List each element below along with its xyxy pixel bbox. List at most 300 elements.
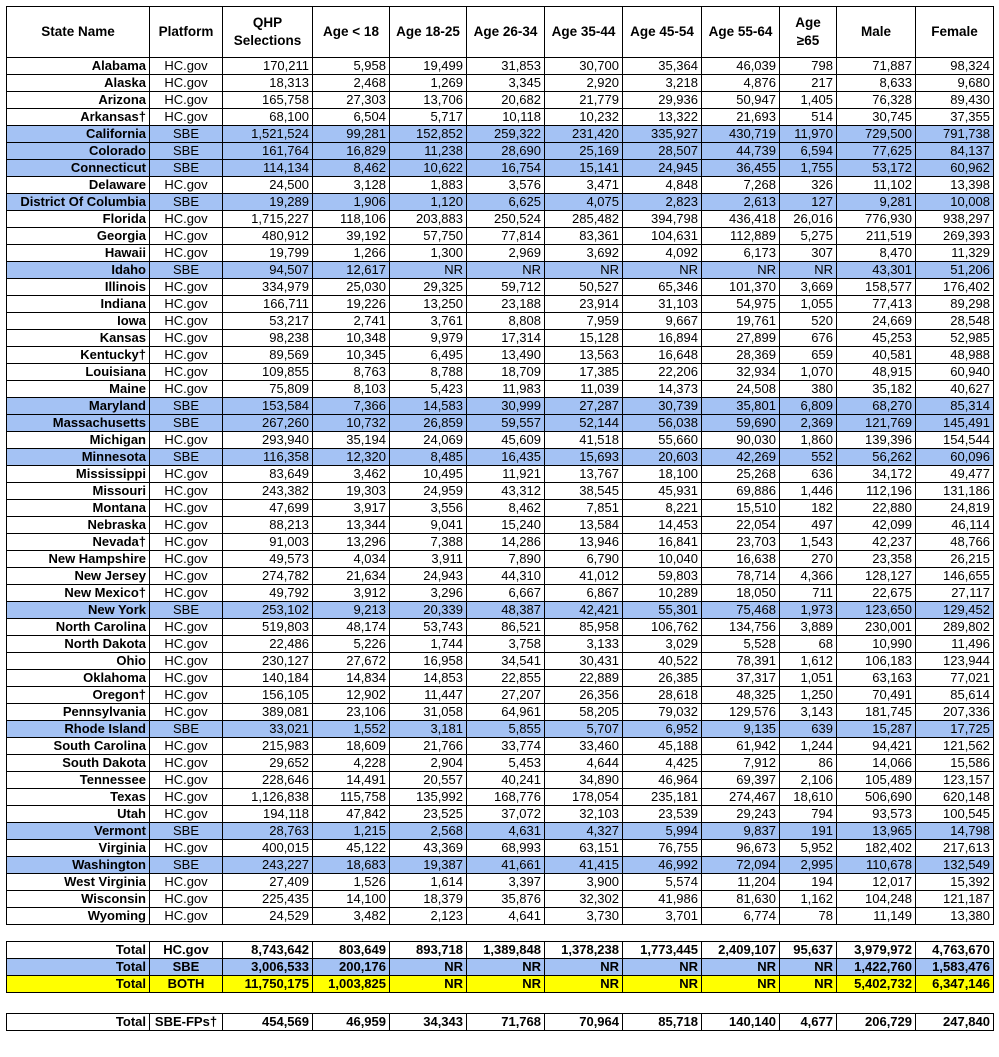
cell-age-under-18[interactable]: 27,672 xyxy=(313,653,390,670)
cell-age-55-64[interactable]: 4,876 xyxy=(702,75,780,92)
cell-age-35-44[interactable]: 4,644 xyxy=(545,755,623,772)
cell-age-26-34[interactable]: 30,999 xyxy=(467,398,545,415)
cell-qhp-selections[interactable]: 29,652 xyxy=(223,755,313,772)
cell-age-45-54[interactable]: 46,964 xyxy=(623,772,702,789)
cell-age-65-plus[interactable]: 3,889 xyxy=(780,619,837,636)
cell-age-65-plus[interactable]: 217 xyxy=(780,75,837,92)
cell-age-65-plus[interactable]: 1,244 xyxy=(780,738,837,755)
cell-female[interactable]: 77,021 xyxy=(916,670,994,687)
cell-age-18-25[interactable]: 8,788 xyxy=(390,364,467,381)
cell-platform[interactable]: HC.gov xyxy=(150,738,223,755)
cell-state-name[interactable]: Pennsylvania xyxy=(7,704,150,721)
cell-age-18-25[interactable]: 203,883 xyxy=(390,211,467,228)
cell-female[interactable]: 49,477 xyxy=(916,466,994,483)
cell-age-26-34[interactable]: 34,541 xyxy=(467,653,545,670)
cell-platform[interactable]: HC.gov xyxy=(150,687,223,704)
cell-platform[interactable]: HC.gov xyxy=(150,58,223,75)
cell-state-name[interactable]: Hawaii xyxy=(7,245,150,262)
cell-age-26-34[interactable]: 3,397 xyxy=(467,874,545,891)
cell-male[interactable]: 123,650 xyxy=(837,602,916,619)
cell-age-under-18[interactable]: 46,959 xyxy=(313,1014,390,1031)
cell-age-under-18[interactable]: 9,213 xyxy=(313,602,390,619)
cell-age-45-54[interactable]: 4,848 xyxy=(623,177,702,194)
cell-age-55-64[interactable]: 16,638 xyxy=(702,551,780,568)
cell-qhp-selections[interactable]: 156,105 xyxy=(223,687,313,704)
cell-age-18-25[interactable]: 24,959 xyxy=(390,483,467,500)
cell-qhp-selections[interactable]: 94,507 xyxy=(223,262,313,279)
cell-age-18-25[interactable]: 6,495 xyxy=(390,347,467,364)
cell-state-name[interactable]: District Of Columbia xyxy=(7,194,150,211)
col-header-qhp[interactable]: QHP Selections xyxy=(223,7,313,58)
cell-age-35-44[interactable]: 13,946 xyxy=(545,534,623,551)
cell-age-55-64[interactable]: 59,690 xyxy=(702,415,780,432)
cell-male[interactable]: 9,281 xyxy=(837,194,916,211)
cell-age-65-plus[interactable]: 26,016 xyxy=(780,211,837,228)
cell-age-26-34[interactable]: 23,188 xyxy=(467,296,545,313)
cell-platform[interactable]: HC.gov xyxy=(150,789,223,806)
cell-male[interactable]: 22,675 xyxy=(837,585,916,602)
cell-male[interactable]: 24,669 xyxy=(837,313,916,330)
cell-age-under-18[interactable]: 99,281 xyxy=(313,126,390,143)
cell-age-55-64[interactable]: 48,325 xyxy=(702,687,780,704)
cell-age-18-25[interactable]: 13,250 xyxy=(390,296,467,313)
cell-age-45-54[interactable]: 106,762 xyxy=(623,619,702,636)
cell-age-55-64[interactable]: 44,739 xyxy=(702,143,780,160)
cell-age-18-25[interactable]: 3,556 xyxy=(390,500,467,517)
cell-age-45-54[interactable]: 104,631 xyxy=(623,228,702,245)
cell-male[interactable]: 206,729 xyxy=(837,1014,916,1031)
cell-female[interactable]: 123,157 xyxy=(916,772,994,789)
cell-qhp-selections[interactable]: 83,649 xyxy=(223,466,313,483)
cell-age-65-plus[interactable]: 636 xyxy=(780,466,837,483)
cell-female[interactable]: 146,655 xyxy=(916,568,994,585)
cell-age-under-18[interactable]: 18,683 xyxy=(313,857,390,874)
cell-age-under-18[interactable]: 8,462 xyxy=(313,160,390,177)
cell-platform[interactable]: HC.gov xyxy=(150,908,223,925)
cell-platform[interactable]: HC.gov xyxy=(150,432,223,449)
cell-female[interactable]: 48,766 xyxy=(916,534,994,551)
cell-female[interactable]: 13,380 xyxy=(916,908,994,925)
cell-age-under-18[interactable]: 803,649 xyxy=(313,942,390,959)
cell-age-26-34[interactable]: 44,310 xyxy=(467,568,545,585)
cell-qhp-selections[interactable]: 8,743,642 xyxy=(223,942,313,959)
cell-age-55-64[interactable]: 101,370 xyxy=(702,279,780,296)
cell-age-45-54[interactable]: 76,755 xyxy=(623,840,702,857)
cell-age-55-64[interactable]: 21,693 xyxy=(702,109,780,126)
cell-age-35-44[interactable]: 30,431 xyxy=(545,653,623,670)
cell-age-35-44[interactable]: 41,012 xyxy=(545,568,623,585)
cell-qhp-selections[interactable]: 75,809 xyxy=(223,381,313,398)
cell-age-35-44[interactable]: NR xyxy=(545,976,623,993)
cell-age-65-plus[interactable]: 514 xyxy=(780,109,837,126)
cell-age-35-44[interactable]: 70,964 xyxy=(545,1014,623,1031)
cell-age-26-34[interactable]: 8,462 xyxy=(467,500,545,517)
cell-age-35-44[interactable]: 13,563 xyxy=(545,347,623,364)
cell-qhp-selections[interactable]: 228,646 xyxy=(223,772,313,789)
cell-age-45-54[interactable]: 14,453 xyxy=(623,517,702,534)
cell-age-65-plus[interactable]: 659 xyxy=(780,347,837,364)
cell-age-26-34[interactable]: 250,524 xyxy=(467,211,545,228)
cell-state-name[interactable]: Total xyxy=(7,942,150,959)
cell-age-under-18[interactable]: 47,842 xyxy=(313,806,390,823)
cell-age-55-64[interactable]: NR xyxy=(702,262,780,279)
cell-platform[interactable]: HC.gov xyxy=(150,330,223,347)
cell-age-65-plus[interactable]: 1,973 xyxy=(780,602,837,619)
cell-age-26-34[interactable]: 17,314 xyxy=(467,330,545,347)
cell-age-under-18[interactable]: 1,266 xyxy=(313,245,390,262)
cell-age-45-54[interactable]: 13,322 xyxy=(623,109,702,126)
cell-age-18-25[interactable]: 57,750 xyxy=(390,228,467,245)
cell-age-55-64[interactable]: 430,719 xyxy=(702,126,780,143)
cell-age-35-44[interactable]: 83,361 xyxy=(545,228,623,245)
cell-qhp-selections[interactable]: 166,711 xyxy=(223,296,313,313)
cell-male[interactable]: 776,930 xyxy=(837,211,916,228)
cell-male[interactable]: 106,183 xyxy=(837,653,916,670)
cell-age-55-64[interactable]: 37,317 xyxy=(702,670,780,687)
cell-platform[interactable]: HC.gov xyxy=(150,704,223,721)
cell-age-18-25[interactable]: 20,557 xyxy=(390,772,467,789)
cell-age-35-44[interactable]: 7,959 xyxy=(545,313,623,330)
cell-qhp-selections[interactable]: 140,184 xyxy=(223,670,313,687)
cell-age-45-54[interactable]: 394,798 xyxy=(623,211,702,228)
cell-age-45-54[interactable]: 18,100 xyxy=(623,466,702,483)
cell-age-55-64[interactable]: 32,934 xyxy=(702,364,780,381)
cell-age-55-64[interactable]: NR xyxy=(702,976,780,993)
cell-female[interactable]: 24,819 xyxy=(916,500,994,517)
cell-age-45-54[interactable]: 5,994 xyxy=(623,823,702,840)
cell-age-under-18[interactable]: 12,617 xyxy=(313,262,390,279)
cell-age-35-44[interactable]: NR xyxy=(545,959,623,976)
cell-age-65-plus[interactable]: 2,106 xyxy=(780,772,837,789)
cell-qhp-selections[interactable]: 519,803 xyxy=(223,619,313,636)
cell-age-26-34[interactable]: 45,609 xyxy=(467,432,545,449)
cell-age-55-64[interactable]: 81,630 xyxy=(702,891,780,908)
cell-platform[interactable]: SBE xyxy=(150,262,223,279)
cell-age-65-plus[interactable]: 380 xyxy=(780,381,837,398)
cell-qhp-selections[interactable]: 480,912 xyxy=(223,228,313,245)
cell-platform[interactable]: BOTH xyxy=(150,976,223,993)
cell-state-name[interactable]: Vermont xyxy=(7,823,150,840)
cell-age-45-54[interactable]: 23,539 xyxy=(623,806,702,823)
cell-male[interactable]: 14,066 xyxy=(837,755,916,772)
cell-qhp-selections[interactable]: 68,100 xyxy=(223,109,313,126)
cell-qhp-selections[interactable]: 89,569 xyxy=(223,347,313,364)
cell-female[interactable]: 11,329 xyxy=(916,245,994,262)
cell-age-35-44[interactable]: 25,169 xyxy=(545,143,623,160)
cell-age-35-44[interactable]: 13,584 xyxy=(545,517,623,534)
cell-age-45-54[interactable]: 79,032 xyxy=(623,704,702,721)
cell-age-26-34[interactable]: 3,345 xyxy=(467,75,545,92)
cell-age-18-25[interactable]: 14,853 xyxy=(390,670,467,687)
cell-age-65-plus[interactable]: 127 xyxy=(780,194,837,211)
cell-age-26-34[interactable]: 77,814 xyxy=(467,228,545,245)
cell-age-35-44[interactable]: 21,779 xyxy=(545,92,623,109)
cell-age-45-54[interactable]: 10,040 xyxy=(623,551,702,568)
cell-qhp-selections[interactable]: 3,006,533 xyxy=(223,959,313,976)
cell-female[interactable]: 85,314 xyxy=(916,398,994,415)
cell-qhp-selections[interactable]: 24,529 xyxy=(223,908,313,925)
cell-age-26-34[interactable]: 20,682 xyxy=(467,92,545,109)
col-header-age-45-54[interactable]: Age 45-54 xyxy=(623,7,702,58)
cell-state-name[interactable]: Louisiana xyxy=(7,364,150,381)
cell-age-55-64[interactable]: 27,899 xyxy=(702,330,780,347)
cell-male[interactable]: 71,887 xyxy=(837,58,916,75)
cell-age-18-25[interactable]: 1,744 xyxy=(390,636,467,653)
cell-age-45-54[interactable]: 9,667 xyxy=(623,313,702,330)
cell-male[interactable]: 110,678 xyxy=(837,857,916,874)
cell-age-65-plus[interactable]: 3,669 xyxy=(780,279,837,296)
cell-age-under-18[interactable]: 25,030 xyxy=(313,279,390,296)
cell-female[interactable]: 11,496 xyxy=(916,636,994,653)
cell-age-26-34[interactable]: 4,641 xyxy=(467,908,545,925)
cell-age-55-64[interactable]: 2,613 xyxy=(702,194,780,211)
cell-age-18-25[interactable]: 2,904 xyxy=(390,755,467,772)
cell-age-under-18[interactable]: 118,106 xyxy=(313,211,390,228)
col-header-age-35-44[interactable]: Age 35-44 xyxy=(545,7,623,58)
cell-age-under-18[interactable]: 3,482 xyxy=(313,908,390,925)
cell-age-45-54[interactable]: 10,289 xyxy=(623,585,702,602)
cell-male[interactable]: 13,965 xyxy=(837,823,916,840)
cell-age-35-44[interactable]: 26,356 xyxy=(545,687,623,704)
cell-platform[interactable]: SBE xyxy=(150,143,223,160)
cell-platform[interactable]: HC.gov xyxy=(150,466,223,483)
cell-age-55-64[interactable]: 25,268 xyxy=(702,466,780,483)
cell-age-under-18[interactable]: 4,034 xyxy=(313,551,390,568)
cell-age-45-54[interactable]: 55,301 xyxy=(623,602,702,619)
col-header-age-65-plus[interactable]: Age ≥65 xyxy=(780,7,837,58)
cell-male[interactable]: 105,489 xyxy=(837,772,916,789)
cell-platform[interactable]: HC.gov xyxy=(150,228,223,245)
cell-male[interactable]: 70,491 xyxy=(837,687,916,704)
cell-age-18-25[interactable]: 1,300 xyxy=(390,245,467,262)
cell-age-65-plus[interactable]: 5,952 xyxy=(780,840,837,857)
cell-platform[interactable]: HC.gov xyxy=(150,891,223,908)
cell-age-26-34[interactable]: 31,853 xyxy=(467,58,545,75)
cell-age-26-34[interactable]: 13,490 xyxy=(467,347,545,364)
cell-age-26-34[interactable]: 3,758 xyxy=(467,636,545,653)
cell-age-45-54[interactable]: 5,574 xyxy=(623,874,702,891)
cell-age-under-18[interactable]: 23,106 xyxy=(313,704,390,721)
cell-female[interactable]: 89,430 xyxy=(916,92,994,109)
cell-age-under-18[interactable]: 35,194 xyxy=(313,432,390,449)
cell-state-name[interactable]: New York xyxy=(7,602,150,619)
cell-age-65-plus[interactable]: 5,275 xyxy=(780,228,837,245)
cell-age-55-64[interactable]: 29,243 xyxy=(702,806,780,823)
cell-age-under-18[interactable]: 10,348 xyxy=(313,330,390,347)
cell-age-35-44[interactable]: 32,302 xyxy=(545,891,623,908)
cell-age-65-plus[interactable]: NR xyxy=(780,262,837,279)
cell-state-name[interactable]: Mississippi xyxy=(7,466,150,483)
cell-age-26-34[interactable]: 8,808 xyxy=(467,313,545,330)
cell-state-name[interactable]: Virginia xyxy=(7,840,150,857)
cell-age-65-plus[interactable]: 4,366 xyxy=(780,568,837,585)
cell-age-45-54[interactable]: 6,952 xyxy=(623,721,702,738)
cell-age-35-44[interactable]: NR xyxy=(545,262,623,279)
cell-age-18-25[interactable]: 21,766 xyxy=(390,738,467,755)
cell-female[interactable]: 620,148 xyxy=(916,789,994,806)
cell-state-name[interactable]: South Dakota xyxy=(7,755,150,772)
cell-age-45-54[interactable]: 335,927 xyxy=(623,126,702,143)
cell-state-name[interactable]: Connecticut xyxy=(7,160,150,177)
cell-state-name[interactable]: Texas xyxy=(7,789,150,806)
cell-platform[interactable]: HC.gov xyxy=(150,874,223,891)
cell-age-35-44[interactable]: 285,482 xyxy=(545,211,623,228)
cell-female[interactable]: 14,798 xyxy=(916,823,994,840)
cell-age-45-54[interactable]: 46,992 xyxy=(623,857,702,874)
cell-platform[interactable]: HC.gov xyxy=(150,177,223,194)
cell-age-55-64[interactable]: 69,886 xyxy=(702,483,780,500)
cell-male[interactable]: 11,149 xyxy=(837,908,916,925)
cell-state-name[interactable]: Tennessee xyxy=(7,772,150,789)
cell-age-55-64[interactable]: 69,397 xyxy=(702,772,780,789)
cell-female[interactable]: 791,738 xyxy=(916,126,994,143)
cell-male[interactable]: 158,577 xyxy=(837,279,916,296)
cell-male[interactable]: 121,769 xyxy=(837,415,916,432)
cell-age-35-44[interactable]: 3,471 xyxy=(545,177,623,194)
cell-age-under-18[interactable]: 1,552 xyxy=(313,721,390,738)
cell-state-name[interactable]: Alabama xyxy=(7,58,150,75)
cell-age-under-18[interactable]: 45,122 xyxy=(313,840,390,857)
cell-male[interactable]: 56,262 xyxy=(837,449,916,466)
cell-platform[interactable]: HC.gov xyxy=(150,568,223,585)
cell-platform[interactable]: HC.gov xyxy=(150,772,223,789)
cell-age-18-25[interactable]: 11,238 xyxy=(390,143,467,160)
cell-female[interactable]: 131,186 xyxy=(916,483,994,500)
cell-qhp-selections[interactable]: 24,500 xyxy=(223,177,313,194)
cell-qhp-selections[interactable]: 194,118 xyxy=(223,806,313,823)
cell-age-35-44[interactable]: 27,287 xyxy=(545,398,623,415)
cell-age-65-plus[interactable]: 497 xyxy=(780,517,837,534)
cell-age-35-44[interactable]: 38,545 xyxy=(545,483,623,500)
cell-age-35-44[interactable]: 11,039 xyxy=(545,381,623,398)
cell-age-26-34[interactable]: 64,961 xyxy=(467,704,545,721)
cell-age-45-54[interactable]: 85,718 xyxy=(623,1014,702,1031)
cell-age-18-25[interactable]: 9,979 xyxy=(390,330,467,347)
cell-qhp-selections[interactable]: 49,573 xyxy=(223,551,313,568)
cell-age-65-plus[interactable]: 520 xyxy=(780,313,837,330)
cell-platform[interactable]: HC.gov xyxy=(150,92,223,109)
cell-female[interactable]: 37,355 xyxy=(916,109,994,126)
cell-age-55-64[interactable]: 19,761 xyxy=(702,313,780,330)
cell-state-name[interactable]: Idaho xyxy=(7,262,150,279)
cell-age-under-18[interactable]: 12,902 xyxy=(313,687,390,704)
cell-age-under-18[interactable]: 10,732 xyxy=(313,415,390,432)
cell-age-18-25[interactable]: 24,069 xyxy=(390,432,467,449)
cell-age-26-34[interactable]: 6,667 xyxy=(467,585,545,602)
cell-state-name[interactable]: Kansas xyxy=(7,330,150,347)
cell-male[interactable]: 34,172 xyxy=(837,466,916,483)
cell-female[interactable]: 289,802 xyxy=(916,619,994,636)
cell-age-26-34[interactable]: 71,768 xyxy=(467,1014,545,1031)
cell-platform[interactable]: HC.gov xyxy=(150,585,223,602)
cell-male[interactable]: 15,287 xyxy=(837,721,916,738)
cell-age-45-54[interactable]: 8,221 xyxy=(623,500,702,517)
cell-female[interactable]: 154,544 xyxy=(916,432,994,449)
cell-state-name[interactable]: Wyoming xyxy=(7,908,150,925)
cell-state-name[interactable]: California xyxy=(7,126,150,143)
cell-age-65-plus[interactable]: 95,637 xyxy=(780,942,837,959)
cell-age-35-44[interactable]: 63,151 xyxy=(545,840,623,857)
cell-female[interactable]: 1,583,476 xyxy=(916,959,994,976)
cell-qhp-selections[interactable]: 22,486 xyxy=(223,636,313,653)
cell-qhp-selections[interactable]: 33,021 xyxy=(223,721,313,738)
cell-age-18-25[interactable]: 18,379 xyxy=(390,891,467,908)
cell-female[interactable]: 217,613 xyxy=(916,840,994,857)
cell-female[interactable]: 121,187 xyxy=(916,891,994,908)
cell-age-45-54[interactable]: 56,038 xyxy=(623,415,702,432)
cell-platform[interactable]: HC.gov xyxy=(150,483,223,500)
cell-age-26-34[interactable]: 1,389,848 xyxy=(467,942,545,959)
cell-female[interactable]: 938,297 xyxy=(916,211,994,228)
cell-age-26-34[interactable]: 4,631 xyxy=(467,823,545,840)
cell-age-65-plus[interactable]: 1,405 xyxy=(780,92,837,109)
cell-age-18-25[interactable]: 2,568 xyxy=(390,823,467,840)
cell-age-55-64[interactable]: 18,050 xyxy=(702,585,780,602)
cell-female[interactable]: 207,336 xyxy=(916,704,994,721)
cell-age-55-64[interactable]: 9,837 xyxy=(702,823,780,840)
cell-platform[interactable]: SBE xyxy=(150,126,223,143)
cell-age-55-64[interactable]: NR xyxy=(702,959,780,976)
cell-age-under-18[interactable]: 2,468 xyxy=(313,75,390,92)
cell-age-18-25[interactable]: NR xyxy=(390,959,467,976)
cell-age-35-44[interactable]: 2,920 xyxy=(545,75,623,92)
cell-male[interactable]: 3,979,972 xyxy=(837,942,916,959)
cell-age-45-54[interactable]: 14,373 xyxy=(623,381,702,398)
cell-age-65-plus[interactable]: 794 xyxy=(780,806,837,823)
cell-age-26-34[interactable]: 35,876 xyxy=(467,891,545,908)
cell-age-35-44[interactable]: 34,890 xyxy=(545,772,623,789)
cell-age-45-54[interactable]: 3,701 xyxy=(623,908,702,925)
cell-age-55-64[interactable]: 96,673 xyxy=(702,840,780,857)
cell-age-35-44[interactable]: 178,054 xyxy=(545,789,623,806)
cell-state-name[interactable]: Kentucky† xyxy=(7,347,150,364)
cell-female[interactable]: 60,940 xyxy=(916,364,994,381)
cell-age-35-44[interactable]: 17,385 xyxy=(545,364,623,381)
cell-female[interactable]: 129,452 xyxy=(916,602,994,619)
cell-age-18-25[interactable]: 3,911 xyxy=(390,551,467,568)
cell-age-under-18[interactable]: 21,634 xyxy=(313,568,390,585)
cell-age-65-plus[interactable]: 711 xyxy=(780,585,837,602)
cell-age-55-64[interactable]: 78,714 xyxy=(702,568,780,585)
cell-age-18-25[interactable]: 13,706 xyxy=(390,92,467,109)
cell-male[interactable]: 11,102 xyxy=(837,177,916,194)
cell-age-26-34[interactable]: 28,690 xyxy=(467,143,545,160)
cell-age-65-plus[interactable]: 639 xyxy=(780,721,837,738)
col-header-platform[interactable]: Platform xyxy=(150,7,223,58)
cell-age-65-plus[interactable]: 307 xyxy=(780,245,837,262)
cell-age-35-44[interactable]: 15,693 xyxy=(545,449,623,466)
cell-state-name[interactable]: Arizona xyxy=(7,92,150,109)
cell-male[interactable]: 211,519 xyxy=(837,228,916,245)
cell-qhp-selections[interactable]: 253,102 xyxy=(223,602,313,619)
cell-age-under-18[interactable]: 19,303 xyxy=(313,483,390,500)
cell-age-45-54[interactable]: 65,346 xyxy=(623,279,702,296)
cell-female[interactable]: 145,491 xyxy=(916,415,994,432)
cell-age-65-plus[interactable]: 1,051 xyxy=(780,670,837,687)
cell-age-18-25[interactable]: 43,369 xyxy=(390,840,467,857)
cell-state-name[interactable]: New Hampshire xyxy=(7,551,150,568)
cell-qhp-selections[interactable]: 53,217 xyxy=(223,313,313,330)
cell-male[interactable]: 230,001 xyxy=(837,619,916,636)
col-header-state[interactable]: State Name xyxy=(7,7,150,58)
cell-age-under-18[interactable]: 13,344 xyxy=(313,517,390,534)
cell-platform[interactable]: HC.gov xyxy=(150,942,223,959)
cell-male[interactable]: 45,253 xyxy=(837,330,916,347)
cell-qhp-selections[interactable]: 27,409 xyxy=(223,874,313,891)
cell-age-55-64[interactable]: 134,756 xyxy=(702,619,780,636)
cell-age-under-18[interactable]: 3,128 xyxy=(313,177,390,194)
cell-age-35-44[interactable]: 41,415 xyxy=(545,857,623,874)
